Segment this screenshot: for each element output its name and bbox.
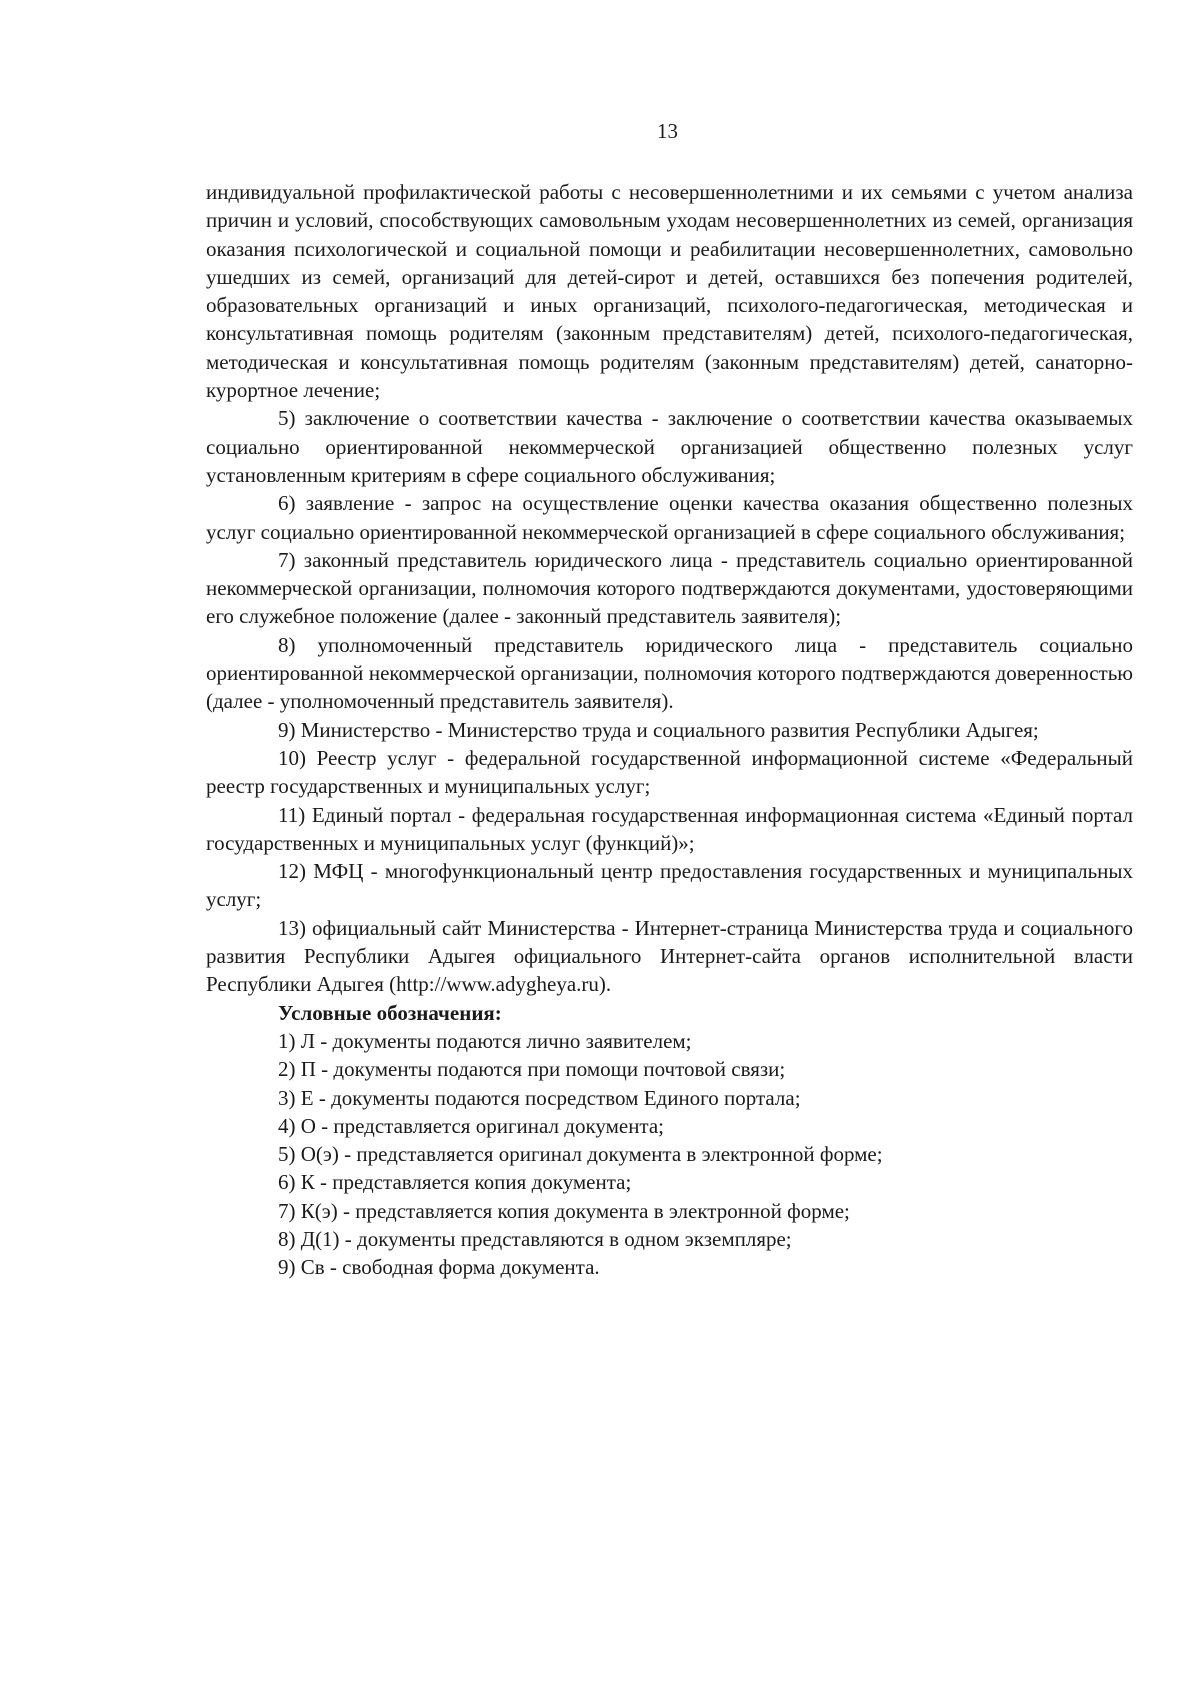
paragraph-item-5: 5) заключение о соответствии качества - заключение о соответствии качества оказываемых социально ориентированной некоммерческой организацией общественно полезных услуг установленным критериям в сфере социального обслуживания; <box>206 406 1133 487</box>
legend-item: 5) О(э) - представляется оригинал документа в электронной форме; <box>278 1142 883 1167</box>
document-body <box>206 178 1133 1282</box>
legend-heading: Условные обозначения: <box>278 1000 502 1025</box>
paragraph-item-13: 13) официальный сайт Министерства - Интернет-страница Министерства труда и социального развития Республики Адыгея официального Интернет-сайта органов исполнительной власти Республики Адыгея (http://www.adygheya.ru). <box>206 915 1133 997</box>
legend-item: 1) Л - документы подаются лично заявителем; <box>278 1028 692 1053</box>
paragraph-item-9: 9) Министерство - Министерство труда и социального развития Республики Адыгея; <box>278 717 1039 742</box>
paragraph-item-8: 8) уполномоченный представитель юридического лица - представитель социально ориентированной некоммерческой организации, полномочия которого подтверждаются доверенностью (далее - уполномоченный представитель заявителя). <box>206 632 1133 714</box>
paragraph-item-12: 12) МФЦ - многофункциональный центр предоставления государственных и муниципальных услуг; <box>206 859 1133 912</box>
paragraph-item-6: 6) заявление - запрос на осуществление оценки качества оказания общественно полезных услуг социально ориентированной некоммерческой организацией в сфере социального обслуживания; <box>206 491 1133 544</box>
legend-item: 2) П - документы подаются при помощи почтовой связи; <box>278 1057 786 1082</box>
paragraph-item-10: 10) Реестр услуг - федеральной государственной информационной системе «Федеральный реестр государственных и муниципальных услуг; <box>206 745 1133 799</box>
page-number: 13 <box>657 119 678 143</box>
legend-item: 3) Е - документы подаются посредством Единого портала; <box>278 1085 801 1110</box>
paragraph-item-11: 11) Единый портал - федеральная государственная информационная система «Единый портал государственных и муниципальных услуг (функций)»; <box>206 802 1133 855</box>
legend-item: 7) К(э) - представляется копия документа в электронной форме; <box>278 1198 850 1223</box>
legend-item: 9) Св - свободная форма документа. <box>278 1255 600 1280</box>
legend-item: 6) К - представляется копия документа; <box>278 1170 632 1195</box>
paragraph-continuation: индивидуальной профилактической работы с несовершеннолетними и их семьями с учетом анализа причин и условий, способствующих самовольным уходам несовершеннолетних из семей, организация оказания психологической и социальной помощи и реабилитации несовершеннолетних, самовольно ушедших из семей, организаций для детей-сирот и детей, оставшихся без попечения родителей, образовательных организаций и иных организаций, психолого-педагогическая, методическая и консультативная помощь родителям (законным представителям) детей, психолого-педагогическая, методическая и консультативная помощь родителям (законным представителям) детей, санаторно-курортное лечение; <box>206 180 1133 403</box>
legend-item: 4) О - представляется оригинал документа; <box>278 1113 665 1138</box>
legend-item: 8) Д(1) - документы представляются в одном экземпляре; <box>278 1226 792 1251</box>
paragraph-item-7: 7) законный представитель юридического лица - представитель социально ориентированной некоммерческой организации, полномочия которого подтверждаются документами, удостоверяющими его служебное положение (далее - законный представитель заявителя); <box>206 547 1133 629</box>
legend-list <box>206 1027 1133 1282</box>
